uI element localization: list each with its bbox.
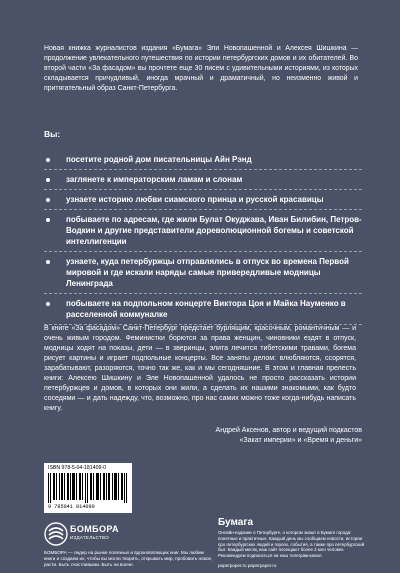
bombora-logo-icon: [44, 522, 68, 546]
bumaga-description: Онлайн-издание о Петербурге, о котором знают в Бумаге города: понятные и практичные. Каждый день мы сообщаем новости, истории про петербургских людей и героях, события, а также про петербургский быт. Каждый месяц наш сайт посещают более 2 млн человек. Рекомендуем подписаться на наш телеграм-канал.: [218, 530, 365, 559]
list-item: узнаете историю любви сиамского принца и русской красавицы: [44, 190, 362, 210]
list-item: побываете на подпольном концерте Виктора Цоя и Майка Науменко в расселенной коммуналке: [44, 294, 362, 325]
list-item: побываете по адресам, где жили Булат Окуджава, Иван Билибин, Петров-Водкин и другие представители дореволюционной богемы и советской интеллигенции: [44, 210, 362, 252]
bombora-subtitle: ИЗДАТЕЛЬСТВО: [70, 535, 110, 540]
intro-paragraph: Новая книжка журналистов издания «Бумага» Эли Новопашенной и Алексея Шишкина — продолжение увлекательного путешествия по истории петербургских домов и их обитателей. Во второй части «За фасадом» вы прочтете еще 30 писем с удивительными историями, из которых складывается причудливый, иногда мрачный и драматичный, но неизменно живой и притягательный образ Санкт-Петербурга.: [44, 45, 358, 92]
isbn-label: ISBN 978-5-04-181409-0: [48, 465, 106, 471]
review-attribution: [180, 426, 362, 446]
isbn-barcode-block: [44, 463, 132, 513]
bullet-list: [44, 150, 362, 325]
barcode-icon: [48, 473, 128, 503]
list-item: заглянете к императорским ламам и слонам: [44, 170, 362, 190]
bombora-description: БОМБОРА — лидер на рынке полезных и вдохновляющих книг. Мы любим книги и создаем их, чтобы вы могли творить, открывать мир, пробовать новое, расти. Быть счастливыми. Быть на волне.: [44, 550, 213, 567]
bumaga-logo: Бумага: [218, 517, 254, 528]
list-item: посетите родной дом писательницы Айн Рэнд: [44, 150, 362, 170]
bumaga-website: paperpaper.ru paperpaper.ru: [218, 563, 277, 568]
attribution-line-2: «Закат империи» и «Время и деньги»: [239, 437, 362, 444]
review-paragraph: В книге «За фасадом» Санкт-Петербург предстает бурлящим, красочным, романтичным — и очень живым городом. Феминистки борются за права женщин, чиновники ездят в отпуск, модницы ходят на показы, дети — в зверинцы, элита лечится тибетскими травами, богема рисует картины и играет подпольные концерты. Все заняты делом: влюбляются, ссорятся, зарабатывают, разоряются, точно так же, как и мы сегодняшние. В этом и главная прелесть книги: Алексею Шишкину и Эле Новопашенной удалось не просто рассказать истории петербуржцев и домов, в которых они жили, а сделать их нашими знакомыми, как будто соседями — и дать надежду, что, возможно, про нас самих можно тоже когда-нибудь написать книгу.: [44, 325, 356, 412]
you-will-heading: Вы:: [44, 129, 61, 139]
isbn-digits: 9 785041 814090: [48, 504, 95, 510]
bombora-name: БОМБОРА: [70, 524, 119, 534]
attribution-line-1: Андрей Аксенов, автор и ведущий подкастов: [215, 427, 362, 434]
list-item: узнаете, куда петербуржцы отправлялись в отпуск во времена Первой мировой и где искали наряды самые привередливые модницы Ленинграда: [44, 252, 362, 294]
